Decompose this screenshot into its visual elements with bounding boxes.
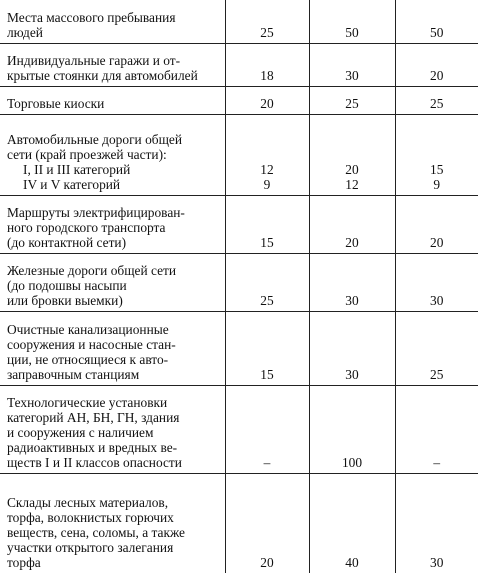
row-name: Торговые киоски	[7, 95, 105, 111]
row-name: Очистные канализационные сооружения и насосные стан- ции, не относящиеся к авто- заправочным станциям	[7, 321, 176, 382]
value-cell-3: 30	[395, 253, 478, 311]
row-name-cell	[0, 195, 225, 253]
value-cell-1: 20	[225, 473, 309, 573]
row-name: Места массового пребывания людей	[7, 9, 176, 40]
value-cell-3: 25	[395, 311, 478, 385]
subrow-name-1: I, II и III категорий	[23, 161, 131, 177]
table-row	[0, 385, 478, 473]
row-name-cell	[0, 114, 225, 195]
table-row	[0, 0, 478, 43]
value-cell-1: 25	[225, 253, 309, 311]
row-name: Склады лесных материалов, торфа, волокнистых горючих веществ, сена, соломы, а также участки открытого залегания торфа	[7, 495, 185, 570]
table-row	[0, 114, 478, 195]
row-name: Маршруты электрифицирован- ного городского транспорта (до контактной сети)	[7, 204, 185, 250]
table-row	[0, 253, 478, 311]
value-cell-3: 20	[395, 195, 478, 253]
value-cell-1: –	[225, 385, 309, 473]
value-cell-2	[309, 114, 395, 195]
value-cell-3: 30	[395, 473, 478, 573]
table-row	[0, 195, 478, 253]
table-row	[0, 311, 478, 385]
row-name-cell	[0, 86, 225, 114]
row-name-cell	[0, 311, 225, 385]
subrow-value: 12	[260, 161, 274, 177]
value-cell-2: 40	[309, 473, 395, 573]
value-cell-2: 100	[309, 385, 395, 473]
value-cell-3: 50	[395, 0, 478, 43]
value-cell-2: 20	[309, 195, 395, 253]
row-name-cell	[0, 473, 225, 573]
subrow-value: 15	[430, 161, 444, 177]
subrow-value: 9	[433, 176, 441, 192]
value-cell-1: 15	[225, 195, 309, 253]
subrow-value: 12	[345, 176, 359, 192]
value-cell-1: 15	[225, 311, 309, 385]
subrow-value: 9	[263, 176, 271, 192]
value-cell-1: 18	[225, 43, 309, 86]
row-name-cell	[0, 253, 225, 311]
value-cell-1: 20	[225, 86, 309, 114]
row-name-cell	[0, 0, 225, 43]
value-cell-3	[395, 114, 478, 195]
row-name: Технологические установки категорий АН, БН, ГН, здания и сооружения с наличием радиоактивных и вредных ве- ществ I и II классов опасности	[7, 394, 182, 470]
value-cell-3: 25	[395, 86, 478, 114]
row-name: Индивидуальные гаражи и от- крытые стоянки для автомобилей	[7, 52, 198, 83]
value-cell-3: –	[395, 385, 478, 473]
table-row	[0, 86, 478, 114]
table-row	[0, 473, 478, 573]
value-cell-1	[225, 114, 309, 195]
subrow-name-2: IV и V категорий	[23, 176, 121, 192]
value-cell-1: 25	[225, 0, 309, 43]
table-row	[0, 43, 478, 86]
value-cell-2: 30	[309, 253, 395, 311]
value-cell-2: 30	[309, 43, 395, 86]
subrow-value: 20	[345, 161, 359, 177]
row-name: Железные дороги общей сети (до подошвы насыпи или бровки выемки)	[7, 262, 177, 308]
value-cell-2: 50	[309, 0, 395, 43]
row-name-cell	[0, 385, 225, 473]
value-cell-3: 20	[395, 43, 478, 86]
value-cell-2: 30	[309, 311, 395, 385]
row-name: Автомобильные дороги общей сети (край проезжей части):	[7, 131, 182, 162]
row-name-cell	[0, 43, 225, 86]
value-cell-2: 25	[309, 86, 395, 114]
